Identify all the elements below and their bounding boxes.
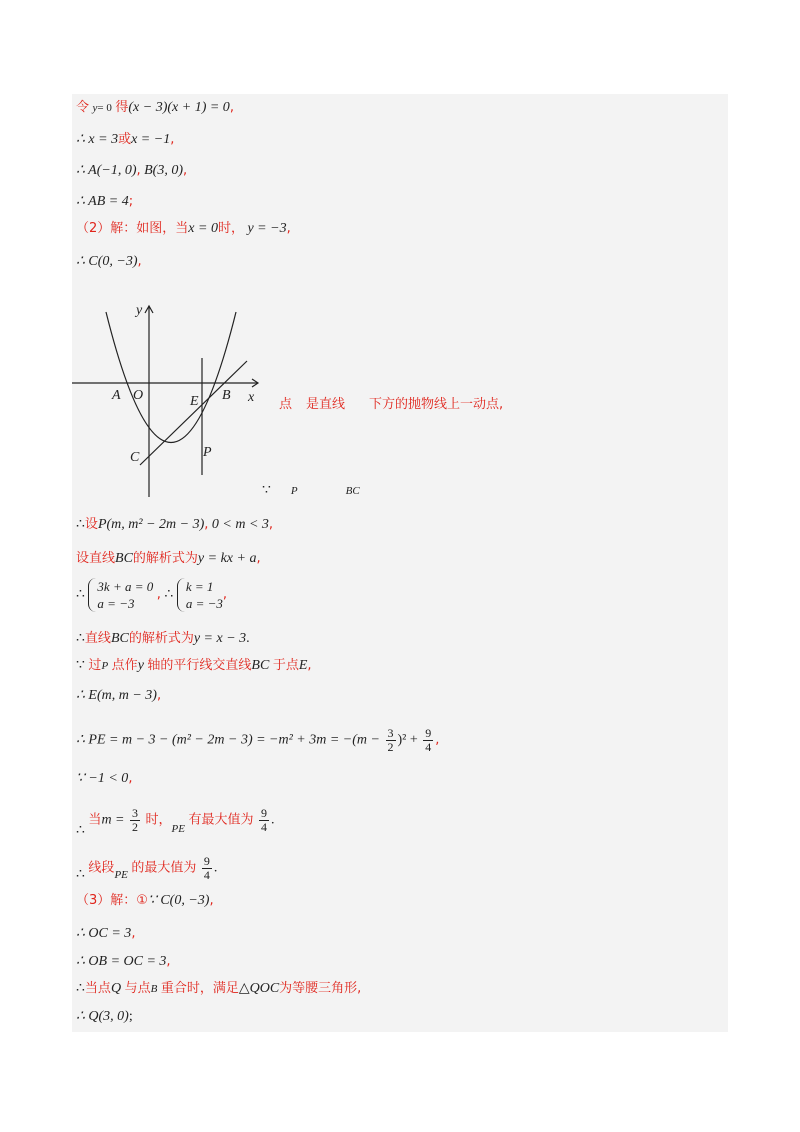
fraction-9-4: $\frac{9}{4}$ [203, 854, 210, 882]
line-18: ∴ 线段$_{PE}$ 的最大值为 $\frac{9}{4}$ . [76, 854, 218, 882]
line-9: ∴设P(m, m² − 2m − 3), 0 < m < 3, [76, 517, 274, 532]
line-bc [140, 361, 247, 465]
fraction-3-2: $\frac{3}{2}$ [387, 726, 394, 754]
fraction-9-4: $\frac{9}{4}$ [260, 806, 267, 834]
label-y: y [136, 303, 143, 318]
line-1: 令 y= 0 得(x − 3)(x + 1) = 0, [76, 100, 234, 115]
line-8: ∵ P BC [262, 483, 360, 498]
line-7: 点 是直线 下方的抛物线上一动点, [279, 397, 504, 412]
label-o: O [133, 388, 144, 403]
fraction-3-2: $\frac{3}{2}$ [132, 806, 138, 834]
line-10: 设直线BC的解析式为y = kx + a, [76, 551, 261, 566]
line-13: ∵ 过P 点作y 轴的平行线交直线BC 于点E, [76, 658, 312, 673]
line-2: ∴ x = 3或x = −1, [76, 132, 175, 147]
line-21: ∴ OB = OC = 3, [76, 954, 171, 969]
label-e: E [190, 394, 199, 409]
line-22: ∴当点Q 与点B 重合时，满足△QOC为等腰三角形, [76, 981, 362, 996]
line-11: ∴ 3k + a = 0 a = −3 , ∴ k = 1 a = −3 , [76, 579, 227, 611]
line-17: ∴ 当m = $\frac{3}{2}$ 时，$_{PE}$ 有最大值为 $\frac{9}{4}$ . [76, 806, 275, 838]
line-23: ∴ Q(3, 0); [76, 1009, 133, 1024]
line-5: （2）解：如图，当x = 0时， y = −3, [76, 221, 291, 236]
line-4: ∴ AB = 4; [76, 194, 134, 209]
line-6: ∴ C(0, −3), [76, 254, 142, 269]
label-p: P [203, 445, 212, 460]
line-16: ∵ −1 < 0, [76, 771, 133, 786]
equation-system-2: k = 1 a = −3 [177, 578, 223, 612]
label-x: x [248, 390, 255, 405]
label-a: A [112, 388, 121, 403]
parabola-figure [72, 292, 272, 502]
line-19: （3）解：①∵ C(0, −3), [76, 893, 214, 908]
line-20: ∴ OC = 3, [76, 926, 136, 941]
label-c: C [130, 450, 140, 465]
line-3: ∴ A(−1, 0), B(3, 0), [76, 163, 188, 178]
parabola-curve [106, 312, 236, 443]
line-15: ∴ PE = m − 3 − (m² − 2m − 3) = −m² + 3m = −(m − $\frac{3}{2}$ )² + $\frac{9}{4}$ , [76, 726, 440, 754]
fraction-9-4: $\frac{9}{4}$ [425, 726, 432, 754]
label-b: B [222, 388, 231, 403]
line-12: ∴直线BC的解析式为y = x − 3. [76, 631, 250, 646]
equation-system-1: 3k + a = 0 a = −3 [88, 578, 153, 612]
line-14: ∴ E(m, m − 3), [76, 688, 162, 703]
